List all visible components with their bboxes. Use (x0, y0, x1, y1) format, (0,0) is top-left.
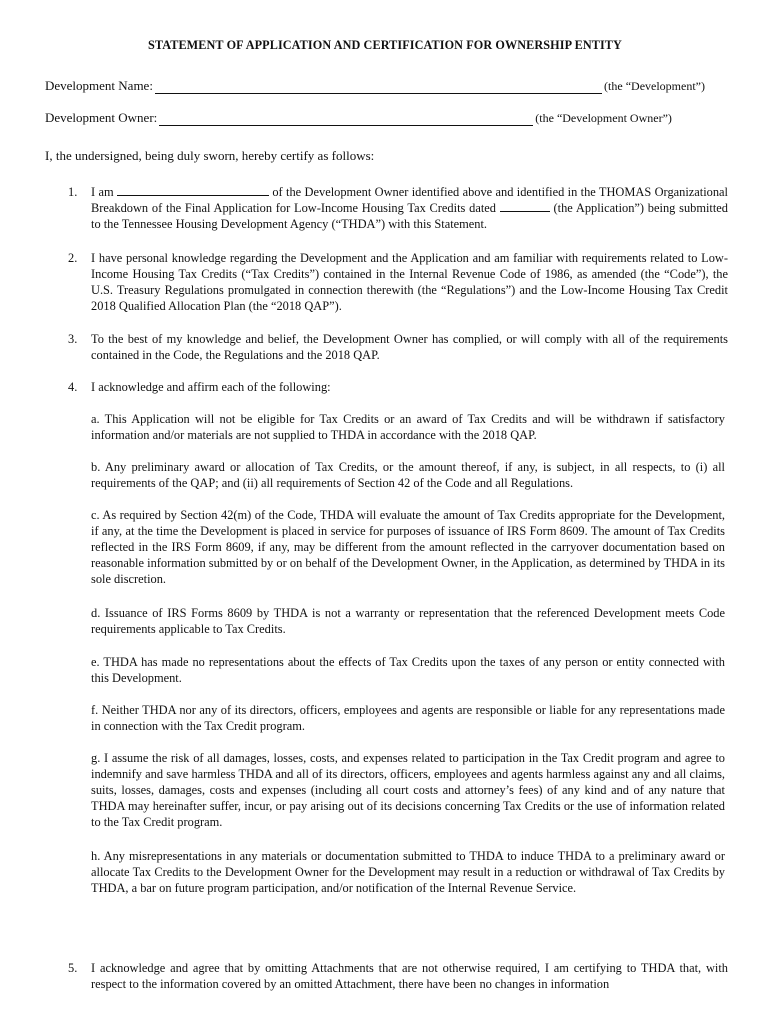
development-name-label: Development Name: (45, 78, 153, 93)
title-blank-field[interactable] (117, 184, 269, 196)
document-title: STATEMENT OF APPLICATION AND CERTIFICATION FOR OWNERSHIP ENTITY (148, 38, 622, 52)
development-owner-label: Development Owner: (45, 110, 158, 125)
list-item-4 (68, 379, 728, 395)
subitem-f: f. Neither THDA nor any of its directors, officers, employees and agents are responsible or liable for any representations made in connection with the Tax Credit program. (91, 703, 725, 733)
item-number: 3. (68, 332, 78, 346)
subitem-e: e. THDA has made no representations about the effects of Tax Credits upon the taxes of any person or entity connected with this Development. (91, 655, 725, 685)
subitem-a: a. This Application will not be eligible for Tax Credits or an award of Tax Credits and will be withdrawn if satisfactory information and/or materials are not supplied to THDA in accordance with the 2018 QAP. (91, 412, 725, 442)
item-text (91, 184, 728, 232)
intro-text: I, the undersigned, being duly sworn, hereby certify as follows: (45, 148, 375, 163)
list-item-3 (68, 331, 728, 363)
item-1-pre: I am (91, 185, 117, 199)
date-blank-field[interactable] (500, 200, 550, 212)
item-number: 5. (68, 961, 78, 975)
item-text: I acknowledge and affirm each of the following: (91, 380, 331, 394)
list-item-1 (68, 184, 728, 232)
item-number: 1. (68, 185, 78, 199)
development-name-suffix: (the “Development”) (604, 79, 705, 93)
item-text: I acknowledge and agree that by omitting Attachments that are not otherwise required, I am certifying to THDA that, with respect to the information covered by an omitted Attachment, there have been no changes in information (91, 961, 728, 991)
subitem-c: c. As required by Section 42(m) of the Code, THDA will evaluate the amount of Tax Credits appropriate for the Development, if any, at the time the Development is placed in service for purposes of issuance of IRS Form 8609. The amount of Tax Credits reflected in the IRS Form 8609, if any, may be different from the amount reflected in the carryover documentation based on reasonable information submitted by or on behalf of the Development Owner, in the Application, as determined by THDA in its sole discretion. (91, 508, 725, 586)
list-item-2 (68, 250, 728, 314)
item-number: 2. (68, 251, 78, 265)
development-owner-field[interactable] (159, 111, 533, 126)
item-number: 4. (68, 380, 78, 394)
development-name-row (45, 78, 705, 94)
subitem-d: d. Issuance of IRS Forms 8609 by THDA is not a warranty or representation that the referenced Development meets Code requirements applicable to Tax Credits. (91, 606, 725, 636)
development-name-field[interactable] (155, 79, 602, 94)
subitem-b: b. Any preliminary award or allocation of Tax Credits, or the amount thereof, if any, is subject, in all respects, to (i) all requirements of the QAP; and (ii) all requirements of Section 42 of the Code and all Regulations. (91, 460, 725, 490)
development-owner-row (45, 110, 705, 126)
development-owner-suffix: (the “Development Owner”) (535, 111, 672, 125)
list-item-5 (68, 960, 728, 992)
item-1-post: (the Application”) being submitted to the Tennessee Housing Development Agency (“THDA”) with this Statement. (91, 201, 728, 231)
item-text: To the best of my knowledge and belief, the Development Owner has complied, or will comply with all of the requirements contained in the Code, the Regulations and the 2018 QAP. (91, 332, 728, 362)
item-1-mid: of the Development Owner identified above and identified in the THOMAS Organizational Breakdown of the Final Application for Low-Income Housing Tax Credits dated (91, 185, 728, 215)
subitem-g: g. I assume the risk of all damages, losses, costs, and expenses related to participation in the Tax Credit program and agree to indemnify and save harmless THDA and all of its directors, officers, employees and agents harmless against any and all claims, suits, losses, damages, costs and expenses (including all court costs and attorney’s fees) of any kind and of any nature that THDA may hereinafter suffer, incur, or pay arising out of its decisions concerning Tax Credits or the use of information related to the Tax Credit program. (91, 751, 725, 829)
subitem-h: h. Any misrepresentations in any materials or documentation submitted to THDA to induce THDA to a preliminary award or allocate Tax Credits to the Development Owner for the Development may result in a reduction or withdrawal of Tax Credits by THDA, a bar on future program participation, and/or notification of the Internal Revenue Service. (91, 849, 725, 895)
item-text: I have personal knowledge regarding the Development and the Application and am familiar with requirements related to Low-Income Housing Tax Credits (“Tax Credits”) contained in the Internal Revenue Code of 1986, as amended (the “Code”), the U.S. Treasury Regulations promulgated in connection therewith (the “Regulations”) and the Low-Income Housing Tax Credit 2018 Qualified Allocation Plan (the “2018 QAP”). (91, 251, 728, 313)
